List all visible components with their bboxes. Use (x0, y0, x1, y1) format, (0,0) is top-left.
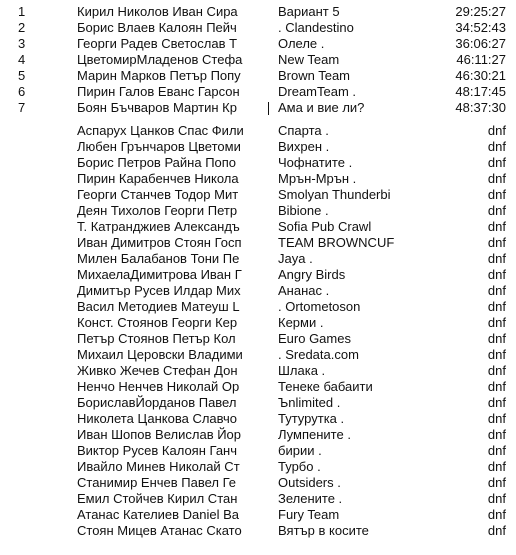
time-cell: 29:25:27 (455, 4, 506, 19)
team-cell: . Ortometoson (278, 299, 361, 314)
names-cell: Атанас Кателиев Daniel Ba (77, 507, 240, 522)
table-row (0, 4, 516, 20)
time-cell: dnf (487, 379, 506, 394)
time-cell: dnf (487, 491, 506, 506)
time-cell: dnf (487, 299, 506, 314)
table-row (0, 331, 516, 347)
table-row (0, 507, 516, 523)
names-cell: Стоян Мицев Атанас Скато (77, 523, 242, 538)
names-cell: Ненчо Ненчев Николай Ор (77, 379, 240, 394)
rank-cell: 6 (18, 84, 26, 99)
time-cell: dnf (487, 187, 506, 202)
time-cell: dnf (487, 315, 506, 330)
time-cell: 46:11:27 (456, 52, 506, 67)
names-cell: Пирин Галов Еванс Гарсон (77, 84, 240, 99)
names-cell: Димитър Русев Илдар Мих (77, 283, 241, 298)
time-cell: dnf (487, 411, 506, 426)
table-row (0, 36, 516, 52)
names-cell: Боян Бъчваров Мартин Кр (77, 100, 237, 115)
rank-cell: 2 (18, 20, 26, 35)
time-cell: dnf (487, 363, 506, 378)
table-row (0, 100, 516, 116)
time-cell: 46:30:21 (455, 68, 506, 83)
table-row (0, 443, 516, 459)
team-cell: DreamTeam . (278, 84, 357, 99)
table-row (0, 491, 516, 507)
table-row (0, 299, 516, 315)
team-cell: Турбо . (278, 459, 321, 474)
names-cell: Пирин Карабенчев Никола (77, 171, 239, 186)
rank-cell: 1 (18, 4, 26, 19)
table-row (0, 475, 516, 491)
names-cell: МихаелаДимитрова Иван Г (77, 267, 242, 282)
names-cell: Т. Катранджиев Александъ (77, 219, 240, 234)
names-cell: Ивайло Минев Николай Ст (77, 459, 240, 474)
team-cell: Bibione . (278, 203, 329, 218)
table-row (0, 84, 516, 100)
time-cell: dnf (487, 507, 506, 522)
names-cell: Иван Шопов Велислав Йор (77, 427, 242, 442)
table-row (0, 123, 516, 139)
time-cell: 48:37:30 (455, 100, 506, 115)
names-cell: Марин Марков Петър Попу (77, 68, 241, 83)
time-cell: dnf (487, 443, 506, 458)
names-cell: Деян Тихолов Георги Петр (77, 203, 238, 218)
time-cell: dnf (487, 395, 506, 410)
time-cell: dnf (487, 155, 506, 170)
time-cell: 48:17:45 (455, 84, 506, 99)
team-cell: Лумпените . (278, 427, 351, 442)
time-cell: dnf (487, 459, 506, 474)
time-cell: 34:52:43 (455, 20, 506, 35)
team-cell: Sofia Pub Crawl (278, 219, 372, 234)
time-cell: dnf (487, 523, 506, 538)
team-cell: Ама и вие ли? (278, 100, 365, 115)
table-row (0, 395, 516, 411)
team-cell: Fury Team (278, 507, 340, 522)
table-row (0, 411, 516, 427)
table-row (0, 203, 516, 219)
table-row (0, 251, 516, 267)
time-cell: dnf (487, 427, 506, 442)
time-cell: dnf (487, 139, 506, 154)
table-row (0, 379, 516, 395)
rank-cell: 3 (18, 36, 26, 51)
time-cell: dnf (487, 123, 506, 138)
time-cell: dnf (487, 219, 506, 234)
team-cell: Вятър в косите (278, 523, 369, 538)
table-row (0, 459, 516, 475)
names-cell: Живко Жечев Стефан Дон (77, 363, 238, 378)
names-cell: Васил Методиев Матеуш L (77, 299, 240, 314)
team-cell: Шлака . (278, 363, 326, 378)
time-cell: dnf (487, 475, 506, 490)
team-cell: бирии . (278, 443, 322, 458)
table-row (0, 283, 516, 299)
names-cell: Любен Грънчаров Цветоми (77, 139, 241, 154)
time-cell: dnf (487, 171, 506, 186)
team-cell: Спарта . (278, 123, 329, 138)
names-cell: Аспарух Цанков Спас Фили (77, 123, 244, 138)
team-cell: Ананас . (278, 283, 330, 298)
team-cell: Мрън-Мрън . (278, 171, 357, 186)
names-cell: БориславЙорданов Павел (77, 395, 237, 410)
team-cell: Олеле . (278, 36, 325, 51)
time-cell: dnf (487, 203, 506, 218)
table-row (0, 171, 516, 187)
team-cell: Jaya . (278, 251, 313, 266)
names-cell: Борис Петров Райна Попо (77, 155, 237, 170)
table-row (0, 20, 516, 36)
table-row (0, 363, 516, 379)
table-row (0, 139, 516, 155)
team-cell: Тенеке бабаити (278, 379, 373, 394)
team-cell: Euro Games (278, 331, 351, 346)
time-cell: dnf (487, 283, 506, 298)
dnf-list (0, 123, 516, 539)
team-cell: Вихрен . (278, 139, 330, 154)
time-cell: dnf (487, 251, 506, 266)
names-cell: Георги Радев Светослав Т (77, 36, 238, 51)
team-cell: Outsiders . (278, 475, 341, 490)
team-cell: Чофнатите . (278, 155, 353, 170)
team-cell: Керми . (278, 315, 324, 330)
names-cell: Борис Влаев Калоян Пейч (77, 20, 237, 35)
team-cell: Зелените . (278, 491, 343, 506)
table-row (0, 235, 516, 251)
rank-cell: 4 (18, 52, 26, 67)
time-cell: dnf (487, 235, 506, 250)
results-table (0, 4, 516, 539)
names-cell: Станимир Енчев Павел Ге (77, 475, 237, 490)
table-row (0, 267, 516, 283)
team-cell: Ъnlimited . (278, 395, 341, 410)
text-cursor (268, 102, 269, 115)
table-row (0, 219, 516, 235)
team-cell: TEAM BROWNCUF (278, 235, 395, 250)
team-cell: New Team (278, 52, 340, 67)
table-row (0, 187, 516, 203)
time-cell: dnf (487, 347, 506, 362)
names-cell: Михаил Церовски Владими (77, 347, 243, 362)
time-cell: dnf (487, 267, 506, 282)
names-cell: Милен Балабанов Тони Пе (77, 251, 240, 266)
team-cell: . Clandestino (278, 20, 354, 35)
time-cell: 36:06:27 (455, 36, 506, 51)
team-cell: Вариант 5 (278, 4, 340, 19)
team-cell: Brown Team (278, 68, 351, 83)
table-row (0, 523, 516, 539)
rank-cell: 5 (18, 68, 26, 83)
names-cell: Конст. Стоянов Георги Кер (77, 315, 238, 330)
names-cell: Петър Стоянов Петър Кол (77, 331, 236, 346)
rank-cell: 7 (18, 100, 26, 115)
names-cell: Николета Цанкова Славчо (77, 411, 237, 426)
team-cell: Angry Birds (278, 267, 346, 282)
names-cell: ЦветомирМладенов Стефа (77, 52, 243, 67)
table-row (0, 427, 516, 443)
names-cell: Виктор Русев Калоян Ганч (77, 443, 238, 458)
time-cell: dnf (487, 331, 506, 346)
team-cell: Тутурутка . (278, 411, 345, 426)
names-cell: Иван Димитров Стоян Госп (77, 235, 242, 250)
names-cell: Емил Стойчев Кирил Стан (77, 491, 238, 506)
table-row (0, 52, 516, 68)
team-cell: . Sredata.com (278, 347, 359, 362)
table-row (0, 155, 516, 171)
team-cell: Smolyan Thunderbi (278, 187, 391, 202)
table-row (0, 315, 516, 331)
finishers-list (0, 4, 516, 116)
table-row (0, 347, 516, 363)
table-row (0, 68, 516, 84)
names-cell: Георги Станчев Тодор Мит (77, 187, 239, 202)
names-cell: Кирил Николов Иван Сира (77, 4, 238, 19)
